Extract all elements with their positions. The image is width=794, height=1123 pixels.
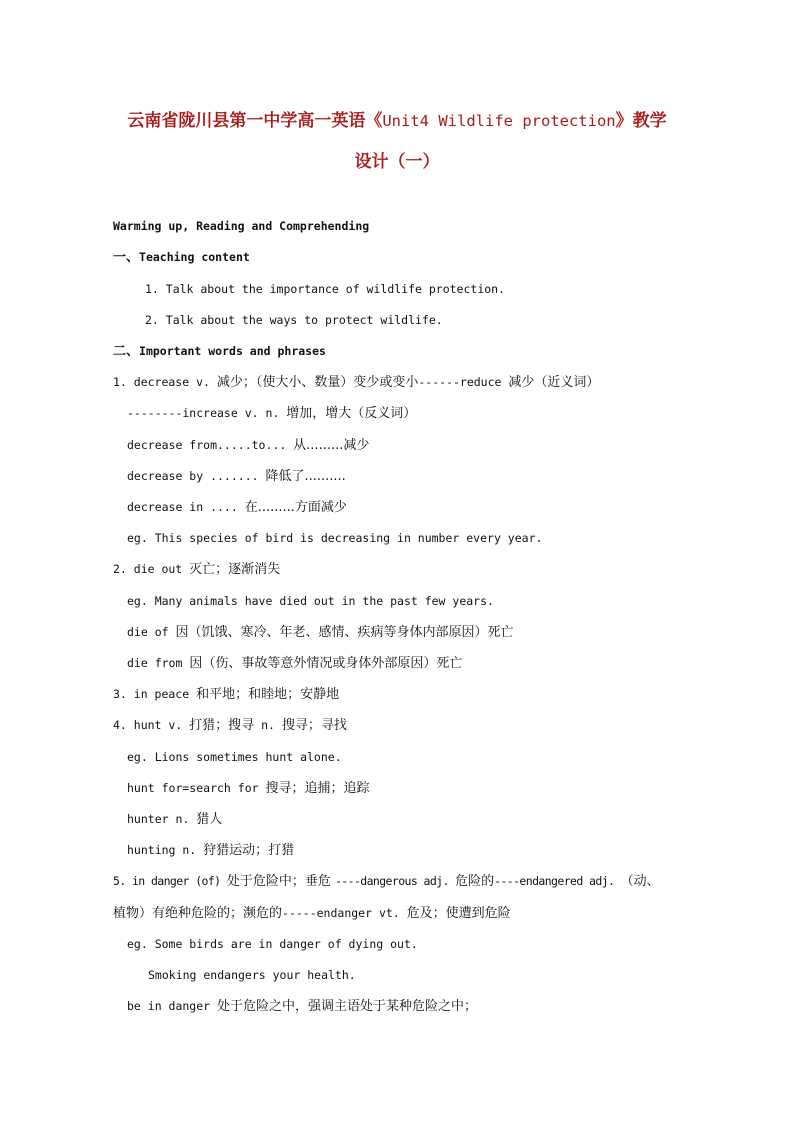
- entry-3-line-a: 3. in peace 和平地；和睦地；安静地: [113, 687, 340, 702]
- entry-1-line-d: decrease by ....... 降低了..........: [127, 469, 346, 484]
- entry-2-line-d: die from 因（伤、事故等意外情况或身体外部原因）死亡: [127, 656, 463, 671]
- entry-5-example-2: Smoking endangers your health.: [148, 968, 356, 982]
- entry-4-line-a: 4. hunt v. 打猎；搜寻 n. 搜寻；寻找: [113, 718, 347, 733]
- entry-5-line-b: 植物）有绝种危险的；濒危的-----endanger vt. 危及；使遭到危险: [113, 906, 511, 921]
- entry-4-line-e: hunting n. 狩猎运动；打猎: [127, 843, 295, 858]
- entry-2-line-a: 2. die out 灭亡；逐渐消失: [113, 562, 281, 577]
- entry-2-example: eg. Many animals have died out in the past few years.: [127, 594, 494, 608]
- title-en-part: Unit4 Wildlife protection: [382, 112, 616, 130]
- entry-2-line-c: die of 因（饥饿、寒冷、年老、感情、疾病等身体内部原因）死亡: [127, 625, 514, 640]
- entry-5-line-a: 5. in danger (of) 处于危险中；垂危 ----dangerous adj. 危险的----endangered adj. （动、: [113, 874, 660, 889]
- document-title-line2: 设计（一）: [354, 152, 440, 172]
- entry-1-line-c: decrease from.....to... 从.........减少: [127, 438, 370, 453]
- entry-4-line-d: hunter n. 猎人: [127, 812, 223, 827]
- title-zh-end: 》教学: [615, 111, 667, 131]
- document-title-line1: [100, 106, 694, 131]
- entry-5-line-e: be in danger 处于危险之中，强调主语处于某种危险之中；: [127, 999, 478, 1014]
- entry-4-line-c: hunt for=search for 搜寻；追捕；追踪: [127, 781, 370, 796]
- entry-5-example-1: eg. Some birds are in danger of dying out.: [127, 937, 418, 951]
- title-zh-part: 云南省陇川县第一中学高一英语《: [127, 111, 383, 131]
- entry-1-line-a: 1. decrease v. 减少；（使大小、数量）变少或变小------reduce 减少（近义词）: [113, 375, 600, 390]
- part1-item-2: 2. Talk about the ways to protect wildlife.: [145, 313, 443, 327]
- section-heading: Warming up, Reading and Comprehending: [113, 219, 370, 233]
- part2-heading: 二、Important words and phrases: [113, 344, 326, 359]
- part1-heading: 一、Teaching content: [113, 250, 250, 265]
- entry-1-line-b: --------increase v. n. 增加，增大（反义词）: [127, 406, 417, 421]
- part1-item-1: 1. Talk about the importance of wildlife protection.: [145, 282, 506, 296]
- entry-4-example: eg. Lions sometimes hunt alone.: [127, 750, 342, 764]
- entry-1-example: eg. This species of bird is decreasing in number every year.: [127, 531, 543, 545]
- entry-1-line-e: decrease in .... 在.........方面减少: [127, 500, 347, 515]
